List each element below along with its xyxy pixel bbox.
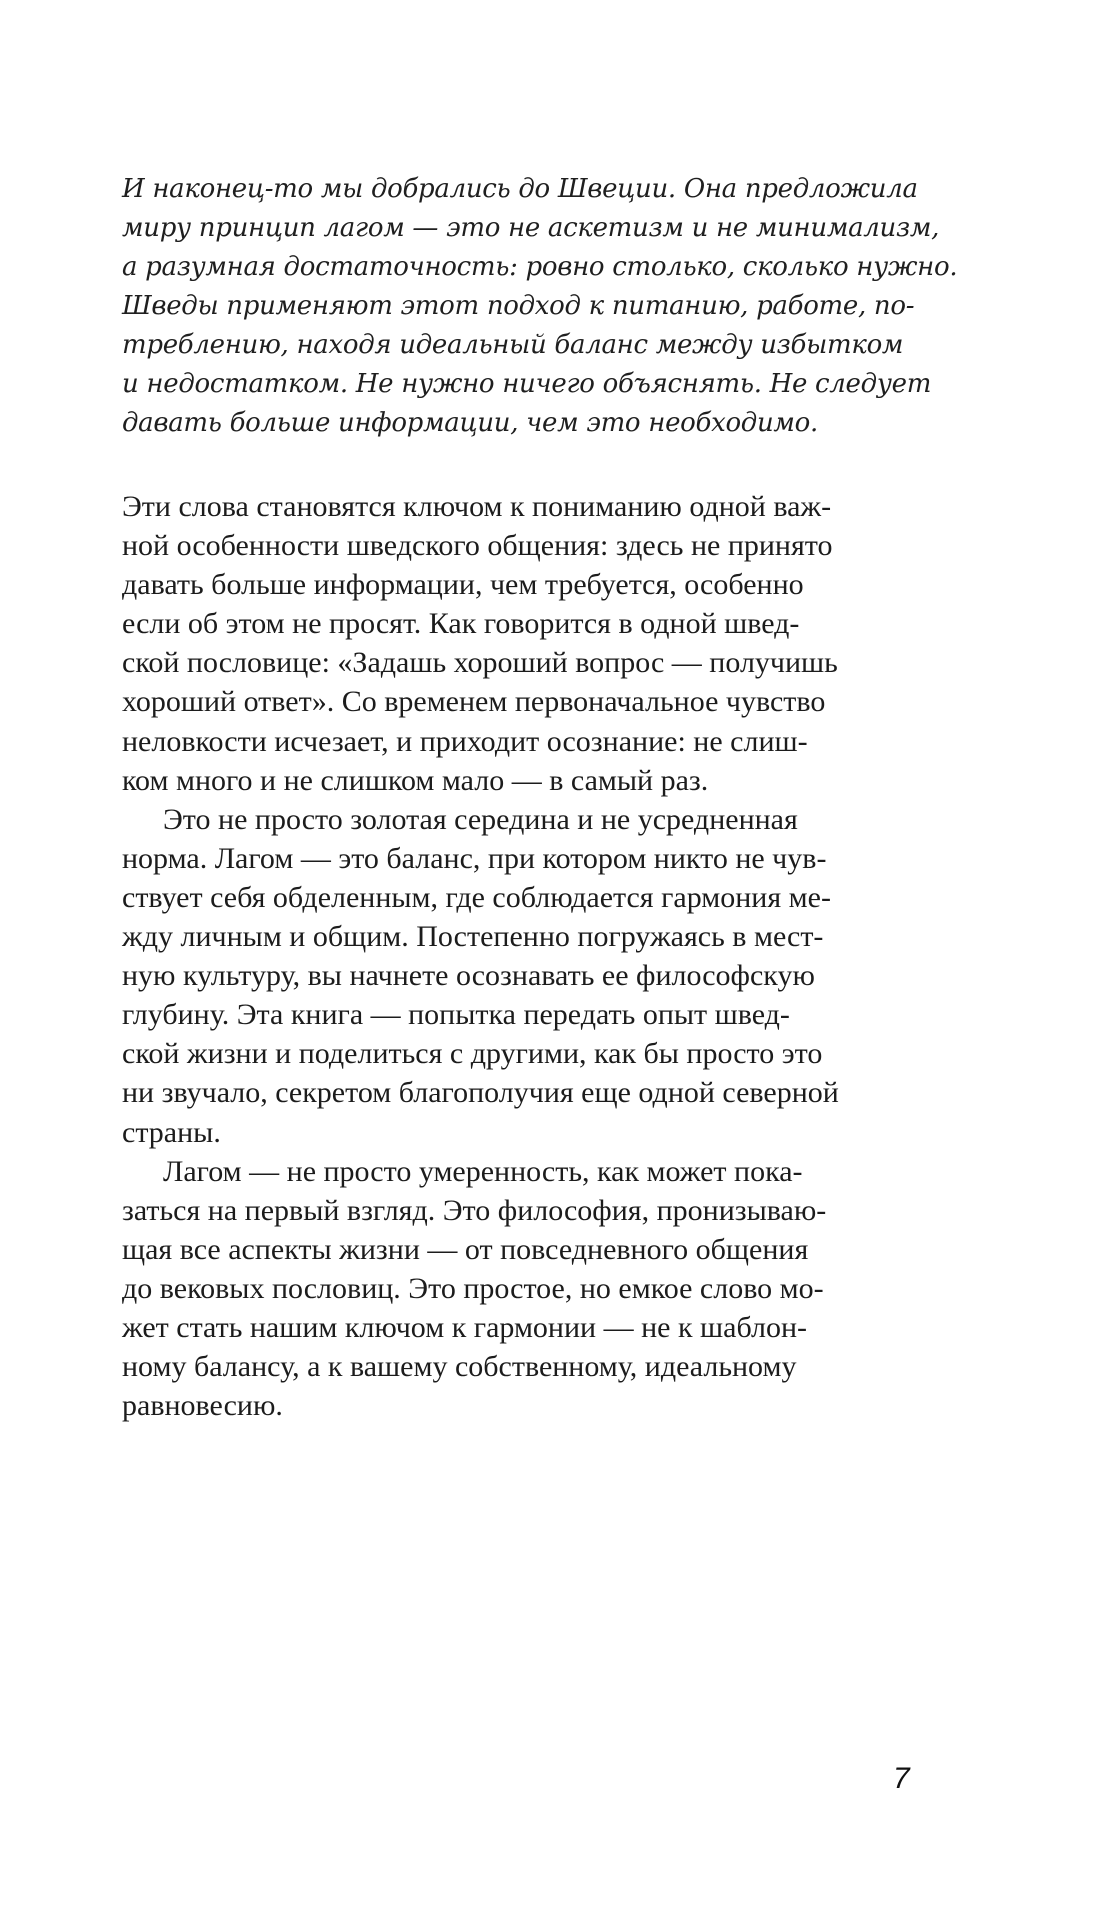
text-line: жет стать нашим ключом к гармонии — не к шаблон- (122, 1310, 807, 1344)
epigraph-line: миру принцип лагом — это не аскетизм и не минимализм, (122, 213, 940, 243)
text-line: глубину. Эта книга — попытка передать опыт швед- (122, 998, 790, 1032)
text-line: Это не просто золотая середина и не усредненная (163, 802, 798, 836)
page-number: 7 (893, 1762, 910, 1795)
text-line: Лагом — не просто умеренность, как может пока- (163, 1154, 803, 1188)
text-line: страны. (122, 1115, 221, 1149)
text-line: неловкости исчезает, и приходит осознание: не слиш- (122, 724, 808, 758)
text-line: норма. Лагом — это баланс, при котором никто не чув- (122, 841, 827, 875)
paragraph-3 (122, 1152, 952, 1426)
paragraph-2 (122, 800, 952, 1152)
text-line: ствует себя обделенным, где соблюдается гармония ме- (122, 880, 831, 914)
text-line: ской пословице: «Задашь хороший вопрос — получишь (122, 646, 838, 680)
text-line: ному балансу, а к вашему собственному, идеальному (122, 1350, 797, 1384)
epigraph-line: Шведы применяют этот подход к питанию, работе, по- (122, 291, 915, 321)
text-line: равновесию. (122, 1389, 283, 1423)
epigraph-italic-paragraph (122, 170, 958, 443)
text-line: ни звучало, секретом благополучия еще одной северной (122, 1076, 839, 1110)
text-line: щая все аспекты жизни — от повседневного общения (122, 1232, 809, 1266)
text-line: заться на первый взгляд. Это философия, пронизываю- (122, 1193, 827, 1227)
epigraph-line: и недостатком. Не нужно ничего объяснять. Не следует (122, 369, 932, 399)
text-line: хороший ответ». Со временем первоначальное чувство (122, 685, 826, 719)
text-line: жду личным и общим. Постепенно погружаясь в мест- (122, 920, 824, 954)
epigraph-line: И наконец-то мы добрались до Швеции. Она предложила (122, 174, 918, 204)
paragraph-1 (122, 487, 952, 800)
text-line: если об этом не просят. Как говорится в одной швед- (122, 607, 800, 641)
text-line: Эти слова становятся ключом к пониманию одной важ- (122, 490, 832, 523)
body-text (122, 487, 952, 1425)
epigraph-line: а разумная достаточность: ровно столько, сколько нужно. (122, 252, 958, 282)
text-line: давать больше информации, чем требуется, особенно (122, 568, 804, 602)
epigraph-line: треблению, находя идеальный баланс между избытком (122, 330, 904, 360)
text-line: ской жизни и поделиться с другими, как бы просто это (122, 1037, 823, 1071)
text-line: до вековых пословиц. Это простое, но емкое слово мо- (122, 1271, 824, 1305)
text-line: ной особенности шведского общения: здесь не принято (122, 529, 833, 563)
text-line: ную культуру, вы начнете осознавать ее философскую (122, 959, 815, 993)
epigraph-line: давать больше информации, чем это необходимо. (122, 408, 819, 438)
text-line: ком много и не слишком мало — в самый раз. (122, 763, 709, 797)
